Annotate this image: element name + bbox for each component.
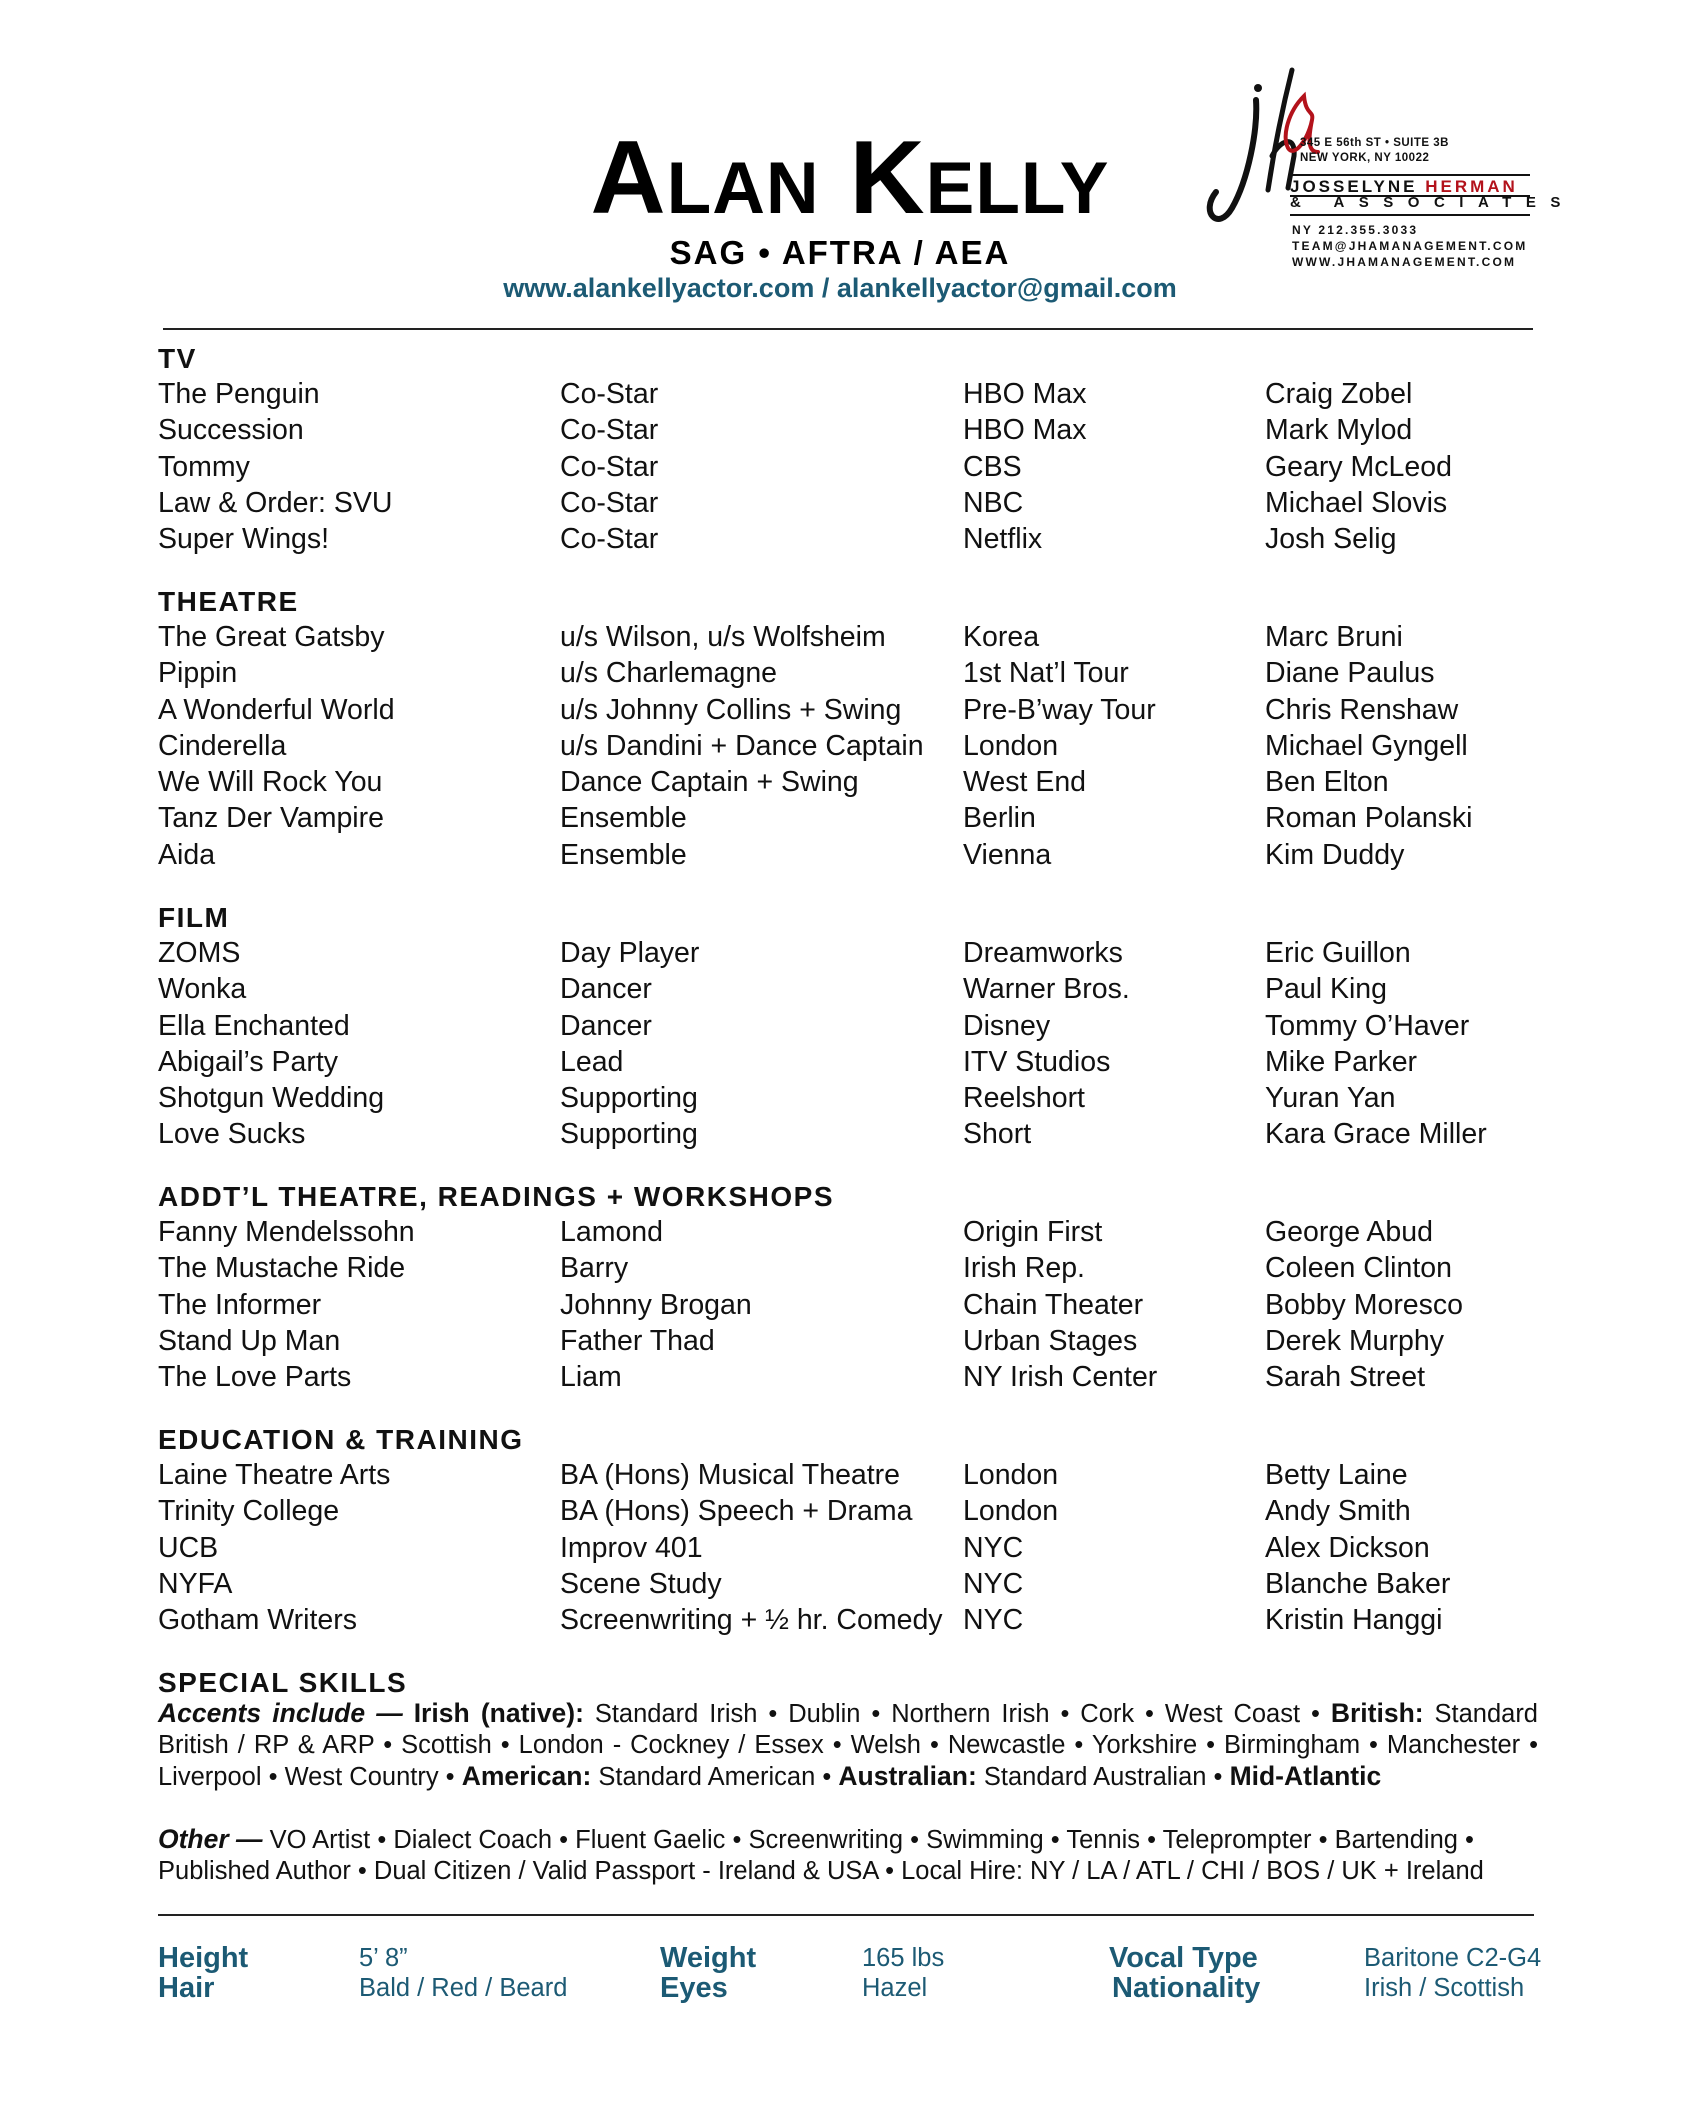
credit-title: The Mustache Ride xyxy=(158,1252,406,1285)
section-title: EDUCATION & TRAINING xyxy=(158,1424,524,1455)
credit-title: The Great Gatsby xyxy=(158,621,385,653)
credit-title: ZOMS xyxy=(158,937,241,969)
weight-value: 165 lbs xyxy=(862,1944,945,1972)
credit-director: Alex Dickson xyxy=(1265,1531,1430,1564)
credit-role: Lamond xyxy=(560,1216,663,1248)
credit-title: Law & Order: SVU xyxy=(158,486,393,519)
credit-role: Improv 401 xyxy=(560,1531,703,1564)
credit-rows xyxy=(158,935,1538,1153)
credit-row xyxy=(158,619,1538,655)
credit-title: We Will Rock You xyxy=(158,766,383,799)
credit-role: Lead xyxy=(560,1045,624,1078)
midatlantic-label: Mid-Atlantic xyxy=(1229,1761,1382,1791)
credit-row xyxy=(158,1044,1538,1080)
credit-venue: Irish Rep. xyxy=(963,1252,1085,1285)
agency-name: JOSSELYNE HERMAN xyxy=(1290,177,1518,196)
credit-director: Yuran Yan xyxy=(1265,1082,1396,1115)
credit-role: Day Player xyxy=(560,937,700,969)
credit-row xyxy=(158,971,1538,1007)
credit-director: Mark Mylod xyxy=(1265,414,1413,447)
credit-venue: CBS xyxy=(963,450,1022,483)
credit-role: u/s Johnny Collins + Swing xyxy=(560,693,902,726)
credit-director: Kim Duddy xyxy=(1265,838,1405,871)
credit-venue: London xyxy=(963,1495,1059,1528)
credit-director: Michael Gyngell xyxy=(1265,729,1468,762)
credit-title: Gotham Writers xyxy=(158,1604,358,1637)
credit-venue: Warner Bros. xyxy=(963,973,1130,1006)
credit-venue: West End xyxy=(963,766,1087,799)
credit-title: Love Sucks xyxy=(158,1118,306,1151)
credit-title: Fanny Mendelssohn xyxy=(158,1216,415,1248)
credit-venue: Disney xyxy=(963,1009,1051,1042)
credit-role: Liam xyxy=(560,1361,622,1394)
credit-director: Mike Parker xyxy=(1265,1045,1418,1078)
credit-director: Paul King xyxy=(1265,973,1388,1006)
section-addtl-theatre xyxy=(158,1180,1538,1395)
credit-director: Josh Selig xyxy=(1265,523,1397,556)
agency-address: 345 E 56th ST • SUITE 3B NEW YORK, NY 10022 xyxy=(1300,137,1449,164)
credit-rows xyxy=(158,1214,1538,1395)
credit-title: Wonka xyxy=(158,973,247,1006)
credit-director: Blanche Baker xyxy=(1265,1567,1451,1600)
credit-title: UCB xyxy=(158,1531,219,1564)
credit-role: u/s Wilson, u/s Wolfsheim xyxy=(560,621,886,653)
union-affiliations: SAG • AFTRA / AEA xyxy=(669,234,1011,271)
credit-role: BA (Hons) Speech + Drama xyxy=(560,1495,913,1528)
credit-venue: Pre-B’way Tour xyxy=(963,693,1156,726)
credit-title: Laine Theatre Arts xyxy=(158,1459,391,1491)
section-education xyxy=(158,1423,1538,1638)
credit-venue: NY Irish Center xyxy=(963,1361,1158,1394)
credit-role: Dancer xyxy=(560,1009,652,1042)
credit-title: Tanz Der Vampire xyxy=(158,802,384,835)
credit-title: Succession xyxy=(158,414,304,447)
credit-venue: Short xyxy=(963,1118,1032,1151)
credit-role: Screenwriting + ½ hr. Comedy xyxy=(560,1604,943,1637)
credit-venue: HBO Max xyxy=(963,414,1087,447)
section-film xyxy=(158,901,1538,1153)
credit-role: Supporting xyxy=(560,1118,698,1151)
credit-venue: 1st Nat’l Tour xyxy=(963,657,1129,690)
credit-director: Geary McLeod xyxy=(1265,450,1452,483)
credit-row xyxy=(158,449,1538,485)
nationality-label: Nationality xyxy=(1112,1972,1261,2004)
credit-title: Abigail’s Party xyxy=(158,1045,339,1078)
credit-director: Bobby Moresco xyxy=(1265,1288,1464,1321)
credit-row xyxy=(158,1457,1538,1493)
credit-director: Michael Slovis xyxy=(1265,486,1448,519)
height-value: 5’ 8” xyxy=(359,1944,408,1972)
credit-role: Co-Star xyxy=(560,450,659,483)
credit-role: Co-Star xyxy=(560,414,659,447)
section-title: TV xyxy=(158,343,197,374)
credit-title: The Love Parts xyxy=(158,1361,352,1394)
credit-venue: HBO Max xyxy=(963,378,1087,410)
credit-row xyxy=(158,655,1538,691)
section-title: THEATRE xyxy=(158,586,299,617)
credit-rows xyxy=(158,619,1538,873)
credit-role: BA (Hons) Musical Theatre xyxy=(560,1459,901,1491)
credit-venue: Dreamworks xyxy=(963,937,1123,969)
contact-links[interactable]: www.alankellyactor.com / alankellyactor@gmail.com xyxy=(503,273,1177,303)
credit-title: Cinderella xyxy=(158,729,287,762)
credit-director: Andy Smith xyxy=(1265,1495,1411,1528)
credit-role: Supporting xyxy=(560,1082,698,1115)
header-divider xyxy=(163,328,1533,330)
hair-label: Hair xyxy=(158,1972,215,2004)
credit-row xyxy=(158,935,1538,971)
american-accents: Standard American • xyxy=(598,1763,832,1791)
credit-title: Pippin xyxy=(158,657,238,690)
australian-accents: Standard Australian • xyxy=(983,1763,1223,1791)
credit-row xyxy=(158,1602,1538,1638)
section-theatre xyxy=(158,585,1538,873)
credit-director: Betty Laine xyxy=(1265,1459,1408,1491)
credit-row xyxy=(158,485,1538,521)
credit-director: Chris Renshaw xyxy=(1265,693,1459,726)
credit-row xyxy=(158,837,1538,873)
credit-director: Kara Grace Miller xyxy=(1265,1118,1487,1151)
irish-accents: Standard Irish • Dublin • Northern Irish • Cork • West Coast • xyxy=(594,1700,1320,1728)
credit-venue: NBC xyxy=(963,486,1024,519)
credit-row xyxy=(158,521,1538,557)
british-label: British: xyxy=(1330,1698,1424,1728)
vocal-type-value: Baritone C2-G4 xyxy=(1364,1944,1542,1972)
nationality-value: Irish / Scottish xyxy=(1364,1974,1525,2002)
eyes-label: Eyes xyxy=(660,1972,728,2004)
accents-label: Accents include — xyxy=(158,1698,403,1728)
credit-venue: NYC xyxy=(963,1567,1024,1600)
agency-name-suffix: & ASSOCIATES xyxy=(1290,194,1575,211)
credit-venue: Reelshort xyxy=(963,1082,1085,1115)
section-title: SPECIAL SKILLS xyxy=(158,1667,408,1698)
irish-label: Irish (native): xyxy=(413,1698,584,1728)
credit-venue: NYC xyxy=(963,1531,1024,1564)
hair-value: Bald / Red / Beard xyxy=(359,1974,568,2002)
credit-venue: Korea xyxy=(963,621,1040,653)
logo-rule-top xyxy=(1290,174,1530,176)
credit-title: The Informer xyxy=(158,1288,322,1321)
credit-role: Father Thad xyxy=(560,1324,715,1357)
actor-name: Alan Kelly xyxy=(590,120,1110,236)
credit-director: Craig Zobel xyxy=(1265,378,1413,410)
section-title: ADDT’L THEATRE, READINGS + WORKSHOPS xyxy=(158,1181,835,1212)
credit-venue: Berlin xyxy=(963,802,1036,835)
credit-title: Stand Up Man xyxy=(158,1324,341,1357)
credit-title: Tommy xyxy=(158,450,250,483)
credit-role: Scene Study xyxy=(560,1567,722,1600)
credit-director: Derek Murphy xyxy=(1265,1324,1444,1357)
credit-title: Aida xyxy=(158,838,216,871)
height-label: Height xyxy=(158,1942,249,1974)
credit-venue: NYC xyxy=(963,1604,1024,1637)
credit-director: Coleen Clinton xyxy=(1265,1252,1452,1285)
credit-role: Barry xyxy=(560,1252,629,1285)
section-tv xyxy=(158,342,1538,557)
credit-venue: Origin First xyxy=(963,1216,1103,1248)
australian-label: Australian: xyxy=(838,1761,977,1791)
footer-divider xyxy=(158,1914,1534,1916)
agency-contact: NY 212.355.3033 TEAM@JHAMANAGEMENT.COM WWW.JHAMANAGEMENT.COM xyxy=(1292,223,1528,269)
credit-director: Diane Paulus xyxy=(1265,657,1435,690)
other-skills-paragraph xyxy=(158,1824,1538,1887)
credit-role: Co-Star xyxy=(560,523,659,556)
credit-role: Dance Captain + Swing xyxy=(560,766,859,799)
british-accents: Standard British / RP & ARP • Scottish • London - Cockney / Essex • Welsh • Newcastle • Yorkshire • Birmingham • Manchester • Liverpool • West Country • xyxy=(158,1700,1538,1791)
credit-role: u/s Charlemagne xyxy=(560,657,778,690)
credit-row xyxy=(158,1008,1538,1044)
accents-paragraph xyxy=(158,1698,1538,1793)
credit-director: George Abud xyxy=(1265,1216,1433,1248)
credit-venue: London xyxy=(963,1459,1059,1491)
credit-row xyxy=(158,1566,1538,1602)
credit-venue: Urban Stages xyxy=(963,1324,1138,1357)
other-label: Other — xyxy=(158,1824,263,1854)
credit-venue: Vienna xyxy=(963,838,1052,871)
credit-director: Sarah Street xyxy=(1265,1361,1426,1394)
credit-director: Marc Bruni xyxy=(1265,621,1403,653)
credit-row xyxy=(158,1080,1538,1116)
logo-rule-bottom xyxy=(1290,214,1530,216)
credit-row xyxy=(158,1359,1538,1395)
credit-role: Johnny Brogan xyxy=(560,1288,752,1321)
credit-director: Kristin Hanggi xyxy=(1265,1604,1443,1637)
vocal-type-label: Vocal Type xyxy=(1109,1942,1258,1974)
credit-director: Tommy O’Haver xyxy=(1265,1009,1470,1042)
credit-role: Dancer xyxy=(560,973,652,1006)
credit-venue: ITV Studios xyxy=(963,1045,1111,1078)
weight-label: Weight xyxy=(660,1942,757,1974)
credit-role: Co-Star xyxy=(560,486,659,519)
credit-role: Ensemble xyxy=(560,838,687,871)
credit-row xyxy=(158,1493,1538,1529)
credit-row xyxy=(158,1116,1538,1152)
credit-director: Roman Polanski xyxy=(1265,802,1473,835)
credit-title: Super Wings! xyxy=(158,523,330,556)
credit-role: Ensemble xyxy=(560,802,687,835)
credit-row xyxy=(158,1530,1538,1566)
credit-row xyxy=(158,1250,1538,1286)
section-title: FILM xyxy=(158,902,230,933)
credit-row xyxy=(158,1323,1538,1359)
section-special-skills xyxy=(158,1668,1538,1887)
credit-venue: Netflix xyxy=(963,523,1043,556)
credit-director: Ben Elton xyxy=(1265,766,1389,799)
credit-rows xyxy=(158,376,1538,557)
credit-title: Ella Enchanted xyxy=(158,1009,350,1042)
credit-venue: London xyxy=(963,729,1059,762)
credit-row xyxy=(158,692,1538,728)
credit-role: Co-Star xyxy=(560,378,659,410)
american-label: American: xyxy=(461,1761,592,1791)
credit-title: NYFA xyxy=(158,1567,233,1600)
credit-row xyxy=(158,1214,1538,1250)
credit-row xyxy=(158,764,1538,800)
credit-title: Shotgun Wedding xyxy=(158,1082,385,1115)
credit-director: Eric Guillon xyxy=(1265,937,1411,969)
credit-title: The Penguin xyxy=(158,378,320,410)
credit-row xyxy=(158,376,1538,412)
credit-row xyxy=(158,1287,1538,1323)
credit-row xyxy=(158,800,1538,836)
credit-row xyxy=(158,412,1538,448)
eyes-value: Hazel xyxy=(862,1974,928,2002)
credit-role: u/s Dandini + Dance Captain xyxy=(560,729,924,762)
credit-row xyxy=(158,728,1538,764)
credit-venue: Chain Theater xyxy=(963,1288,1144,1321)
credit-title: A Wonderful World xyxy=(158,693,395,726)
credit-title: Trinity College xyxy=(158,1495,340,1528)
other-skills: VO Artist • Dialect Coach • Fluent Gaelic • Screenwriting • Swimming • Tennis • Teleprompter • Bartending • Published Author • Dual Citizen / Valid Passport - Ireland & USA • Local Hire: NY / LA / ATL / CHI / BOS / UK + Ireland xyxy=(158,1826,1484,1885)
credit-rows xyxy=(158,1457,1538,1638)
